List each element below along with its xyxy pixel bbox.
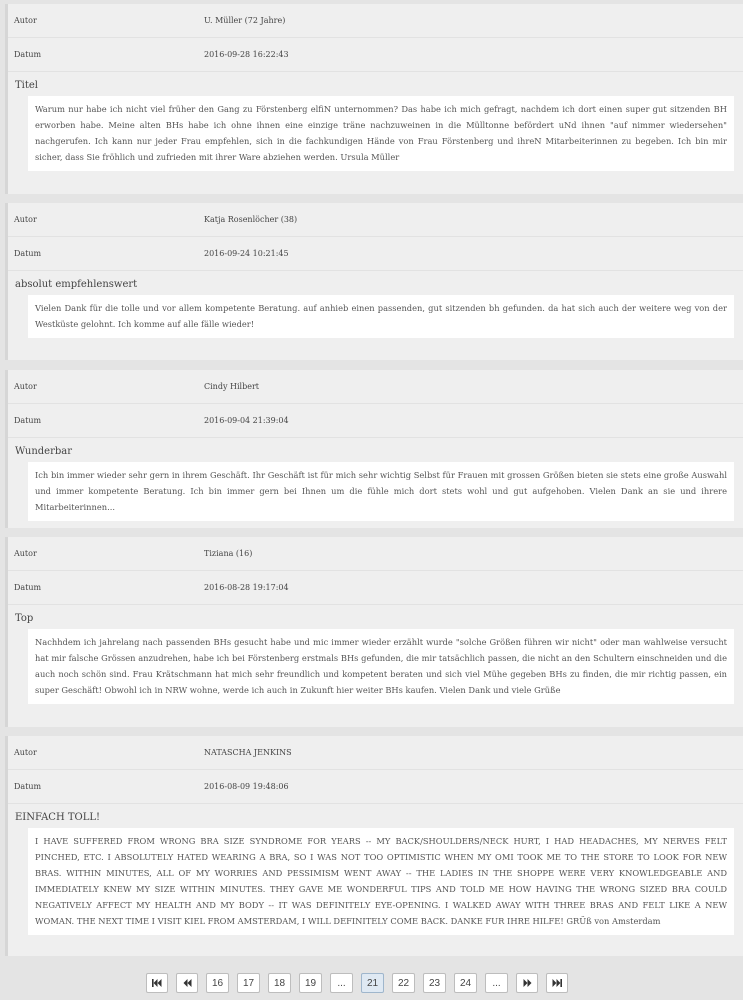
review-card bbox=[5, 203, 743, 360]
first-page-icon bbox=[152, 979, 162, 987]
review-text: Vielen Dank für die tolle und vor allem kompetente Beratung. auf anhieb einen passenden, gut sitzenden bh gefunden. da hat sich auch der weitere weg von der Westküste gelohnt. Ich komme auf alle fälle wieder! bbox=[28, 295, 734, 338]
next-page-button[interactable] bbox=[516, 973, 538, 993]
author-row bbox=[8, 370, 743, 404]
date-label: Datum bbox=[14, 50, 42, 59]
date-row bbox=[8, 571, 743, 605]
review-title: Titel bbox=[15, 80, 39, 91]
date-value: 2016-09-04 21:39:04 bbox=[204, 416, 289, 425]
author-value: Cindy Hilbert bbox=[204, 382, 260, 391]
author-value: U. Müller (72 Jahre) bbox=[204, 16, 286, 25]
date-label: Datum bbox=[14, 416, 42, 425]
author-value: Tiziana (16) bbox=[204, 549, 253, 558]
page-ellipsis[interactable]: ... bbox=[330, 973, 353, 993]
date-value: 2016-08-28 19:17:04 bbox=[204, 583, 289, 592]
review-title: Wunderbar bbox=[15, 446, 72, 457]
page-button[interactable]: 17 bbox=[237, 973, 260, 993]
date-value: 2016-08-09 19:48:06 bbox=[204, 782, 289, 791]
review-text: I HAVE SUFFERED FROM WRONG BRA SIZE SYNDROME FOR YEARS -- MY BACK/SHOULDERS/NECK HURT, I HAD HEADACHES, MY NERVES FELT PINCHED, ETC. I ABSOLUTELY HATED WEARING A BRA, SO I WAS NOT TOO OPTIMISTIC WHEN MY OMI TOOK ME TO THE STORE TO LOOK FOR NEW BRAS. WITHIN MINUTES, ALL OF MY WORRIES AND PESSIMISM WENT AWAY -- THE LADIES IN THE SHOPPE WERE VERY KNOWLEDGEABLE AND IMMEDIATELY KNEW MY SIZE WITHIN MINUTES. THEY GAVE ME WONDERFUL TIPS AND TOLD ME HOW HAVING THE WRONG SIZED BRA COULD NEGATIVELY AFFECT MY HEALTH AND MY BODY -- IT WAS DEFINITELY EYE-OPENING. I WALKED AWAY WITH THREE BRAS AND FELT LIKE A NEW WOMAN. THE NEXT TIME I VISIT KIEL FROM AMSTERDAM, I WILL DEFINITELY COME BACK. DANKE FUR IHRE HILFE! GRÜß von Amsterdam bbox=[28, 828, 734, 935]
author-label: Autor bbox=[14, 382, 37, 391]
previous-page-button[interactable] bbox=[176, 973, 198, 993]
page-button[interactable]: 18 bbox=[268, 973, 291, 993]
last-page-icon bbox=[552, 979, 562, 987]
page-button[interactable]: 22 bbox=[392, 973, 415, 993]
review-title: Top bbox=[15, 613, 34, 624]
author-row bbox=[8, 203, 743, 237]
first-page-button[interactable] bbox=[146, 973, 168, 993]
author-row bbox=[8, 4, 743, 38]
date-label: Datum bbox=[14, 583, 42, 592]
author-label: Autor bbox=[14, 549, 37, 558]
pagination bbox=[146, 973, 568, 993]
date-value: 2016-09-28 16:22:43 bbox=[204, 50, 289, 59]
author-value: Katja Rosenlöcher (38) bbox=[204, 215, 298, 224]
page-button[interactable]: 23 bbox=[423, 973, 446, 993]
date-row bbox=[8, 770, 743, 804]
review-text: Warum nur habe ich nicht viel früher den Gang zu Förstenberg elfiN unternommen? Das habe ich mich gefragt, nachdem ich dort einen super gut sitzenden BH erworben habe. Meine alten BHs habe ich ohne ihnen eine einzige träne nachzuweinen in die Mülltonne befördert uNd ihnen "auf nimmer wiedersehen" nachgerufen. Ich kann nur jeder Frau empfehlen, sich in die fachkundigen Hände von Frau Förstenberg und ihreN Mitarbeiterinnen zu begeben. Ich bin mir sicher, dass Sie fröhlich und zufrieden mit ihrer Ware abziehen werden. Ursula Müller bbox=[28, 96, 734, 171]
page-button[interactable]: 24 bbox=[454, 973, 477, 993]
current-page-button[interactable]: 21 bbox=[361, 973, 384, 993]
previous-page-icon bbox=[183, 979, 192, 987]
date-row bbox=[8, 404, 743, 438]
author-value: NATASCHA JENKINS bbox=[204, 748, 292, 757]
review-card bbox=[5, 537, 743, 727]
date-label: Datum bbox=[14, 249, 42, 258]
page-button[interactable]: 16 bbox=[206, 973, 229, 993]
review-title: EINFACH TOLL! bbox=[15, 812, 101, 823]
review-text: Nachhdem ich jahrelang nach passenden BHs gesucht habe und mic immer wieder erzählt wurde "solche Größen führen wir nicht" oder man wahlweise versucht hat mir falsche Grössen anzudrehen, habe ich bei Förstenberg erstmals BHs gefunden, die mir tatsächlich passen, die nicht an den Schultern einschneiden und die auch noch schön sind. Frau Krätschmann hat mich sehr freundlich und kompetent beraten und sich viel Mühe gegeben BHs zu finden, die mir richtig passen, ein super Geschäft! Obwohl ich in NRW wohne, werde ich auch in Zukunft hier weiter BHs kaufen. Vielen Dank und viele Grüße bbox=[28, 629, 734, 704]
author-label: Autor bbox=[14, 16, 37, 25]
date-value: 2016-09-24 10:21:45 bbox=[204, 249, 289, 258]
review-title: absolut empfehlenswert bbox=[15, 279, 138, 290]
author-label: Autor bbox=[14, 748, 37, 757]
date-row bbox=[8, 38, 743, 72]
date-row bbox=[8, 237, 743, 271]
author-row bbox=[8, 537, 743, 571]
review-card bbox=[5, 370, 743, 528]
review-card bbox=[5, 4, 743, 194]
page-ellipsis[interactable]: ... bbox=[485, 973, 508, 993]
date-label: Datum bbox=[14, 782, 42, 791]
page-button[interactable]: 19 bbox=[299, 973, 322, 993]
author-row bbox=[8, 736, 743, 770]
review-text: Ich bin immer wieder sehr gern in ihrem Geschäft. Ihr Geschäft ist für mich sehr wichtig Selbst für Frauen mit grossen Größen bieten sie stets eine große Auswahl und immer kompetente Beratung. Ich bin immer gern bei Ihnen um die fühle mich dort stets wohl und gut aufgehoben. Vielen Dank an sie und ihrere Mitarbeiterinnen... bbox=[28, 462, 734, 521]
last-page-button[interactable] bbox=[546, 973, 568, 993]
next-page-icon bbox=[523, 979, 532, 987]
author-label: Autor bbox=[14, 215, 37, 224]
review-card bbox=[5, 736, 743, 956]
